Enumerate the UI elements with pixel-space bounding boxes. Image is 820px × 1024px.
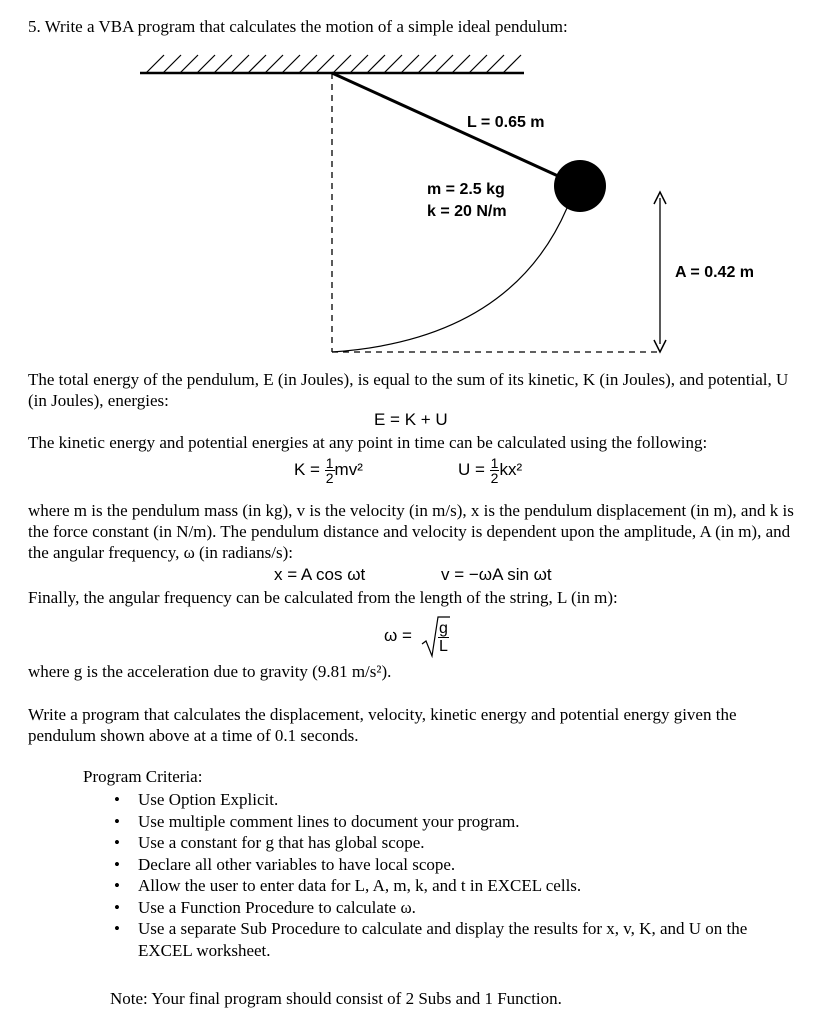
energy-equation: E = K + U: [374, 410, 448, 429]
omega-equation: [384, 614, 448, 660]
criteria-item: • Allow the user to enter data for L, A, m, k, and t in EXCEL cells.: [114, 876, 582, 895]
displacement-equation: x = A cos ωt: [274, 565, 366, 584]
swing-arc: [332, 208, 567, 352]
ceiling-hatch: [146, 55, 521, 73]
finally-paragraph: Finally, the angular frequency can be calculated from the length of the string, L (in m):: [28, 588, 618, 607]
k-eq-rhs: mv²: [334, 459, 363, 479]
where-mass-paragraph: where m is the pendulum mass (in kg), v is the velocity (in m/s), x is the pendulum displacement (in m), and k is the force constant (in N/m). The pendulum distance and velocity is dependent upon the amplitude, A (in m), and the angular frequency, ω (in radians/s):: [28, 501, 794, 562]
omega-fraction: $\frac{g}{L}$: [439, 620, 448, 655]
u-eq-rhs: kx²: [499, 459, 523, 479]
criteria-item: • Use Option Explicit.: [114, 790, 279, 809]
criteria-item: • Declare all other variables to have local scope.: [114, 854, 456, 874]
potential-energy-equation: [458, 456, 522, 485]
kinetic-intro: The kinetic energy and potential energies at any point in time can be calculated using the following:: [28, 433, 708, 452]
pendulum-bob: [554, 160, 606, 212]
energy-intro: The total energy of the pendulum, E (in Joules), is equal to the sum of its kinetic, K (in Joules), and potential, U (in Joules), energies:: [28, 370, 789, 410]
length-label: L = 0.65 m: [467, 114, 545, 131]
criteria-item: • Use a Function Procedure to calculate ω.: [114, 897, 416, 917]
k-eq-lhs: K =: [294, 459, 320, 479]
question-title: 5. Write a VBA program that calculates the motion of a simple ideal pendulum:: [28, 17, 568, 36]
criteria-item: • Use a constant for g that has global scope.: [114, 833, 425, 852]
amplitude-label: A = 0.42 m: [675, 264, 755, 281]
pendulum-diagram: [0, 0, 820, 370]
half-fraction: $\frac{1}{2}$: [325, 455, 334, 486]
criteria-heading: Program Criteria:: [83, 767, 203, 786]
half-fraction: $\frac{1}{2}$: [490, 455, 499, 486]
spring-constant-label: k = 20 N/m: [427, 203, 507, 220]
u-eq-lhs: U =: [458, 459, 485, 479]
where-g-paragraph: where g is the acceleration due to gravity (9.81 m/s²).: [28, 662, 392, 681]
task-paragraph: Write a program that calculates the displacement, velocity, kinetic energy and potential energy given the pendulum shown above at a time of 0.1 seconds.: [28, 705, 737, 745]
velocity-equation: v = −ωA sin ωt: [441, 565, 552, 584]
mass-label: m = 2.5 kg: [427, 181, 505, 198]
criteria-list: [110, 789, 805, 961]
criteria-item: • Use a separate Sub Procedure to calculate and display the results for x, v, K, and U on the EXCEL worksheet.: [114, 919, 748, 960]
criteria-item: • Use multiple comment lines to document your program.: [114, 811, 520, 831]
final-note: Note: Your final program should consist of 2 Subs and 1 Function.: [110, 989, 562, 1008]
kinetic-energy-equation: [294, 456, 363, 485]
omega-lhs: ω =: [384, 626, 412, 645]
